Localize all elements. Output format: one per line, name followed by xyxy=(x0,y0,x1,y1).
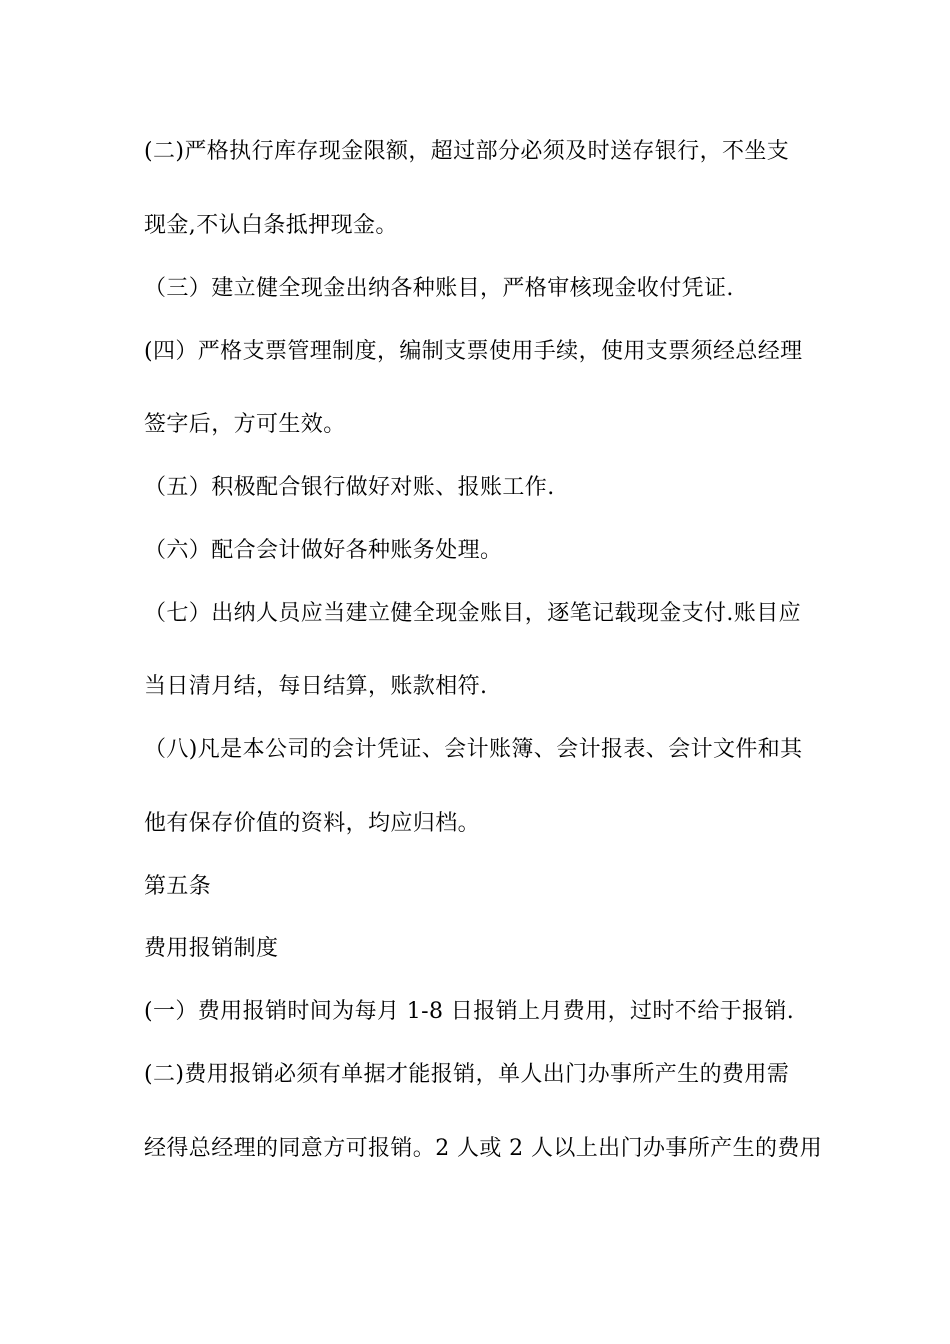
paragraph-8-line-1: （八)凡是本公司的会计凭证、会计账簿、会计报表、会计文件和其 xyxy=(144,737,803,762)
paragraph-7-line-2: 当日清月结，每日结算，账款相符. xyxy=(144,674,488,699)
paragraph-4-line-2: 签字后，方可生效。 xyxy=(144,412,346,437)
paragraph-6-line-1: （六）配合会计做好各种账务处理。 xyxy=(144,538,503,563)
reimbursement-item-2-line-1: (二)费用报销必须有单据才能报销，单人出门办事所产生的费用需 xyxy=(144,1062,790,1087)
paragraph-5-line-1: （五）积极配合银行做好对账、报账工作. xyxy=(144,475,555,500)
article-heading: 第五条 xyxy=(144,874,212,899)
section-title: 费用报销制度 xyxy=(144,936,279,961)
reimbursement-item-1: (一）费用报销时间为每月 1-8 日报销上月费用，过时不给于报销. xyxy=(144,999,795,1024)
paragraph-2-line-2: 现金,不认白条抵押现金。 xyxy=(144,213,398,238)
paragraph-4-line-1: (四）严格支票管理制度，编制支票使用手续，使用支票须经总经理 xyxy=(144,339,803,364)
paragraph-3-line-1: （三）建立健全现金出纳各种账目，严格审核现金收付凭证. xyxy=(144,276,734,301)
paragraph-2-line-1: (二)严格执行库存现金限额，超过部分必须及时送存银行，不坐支 xyxy=(144,139,790,164)
paragraph-7-line-1: （七）出纳人员应当建立健全现金账目，逐笔记载现金支付.账目应 xyxy=(144,601,801,626)
paragraph-8-line-2: 他有保存价值的资料，均应归档。 xyxy=(144,811,481,836)
reimbursement-item-2-line-2: 经得总经理的同意方可报销。2 人或 2 人以上出门办事所产生的费用 xyxy=(144,1136,823,1161)
